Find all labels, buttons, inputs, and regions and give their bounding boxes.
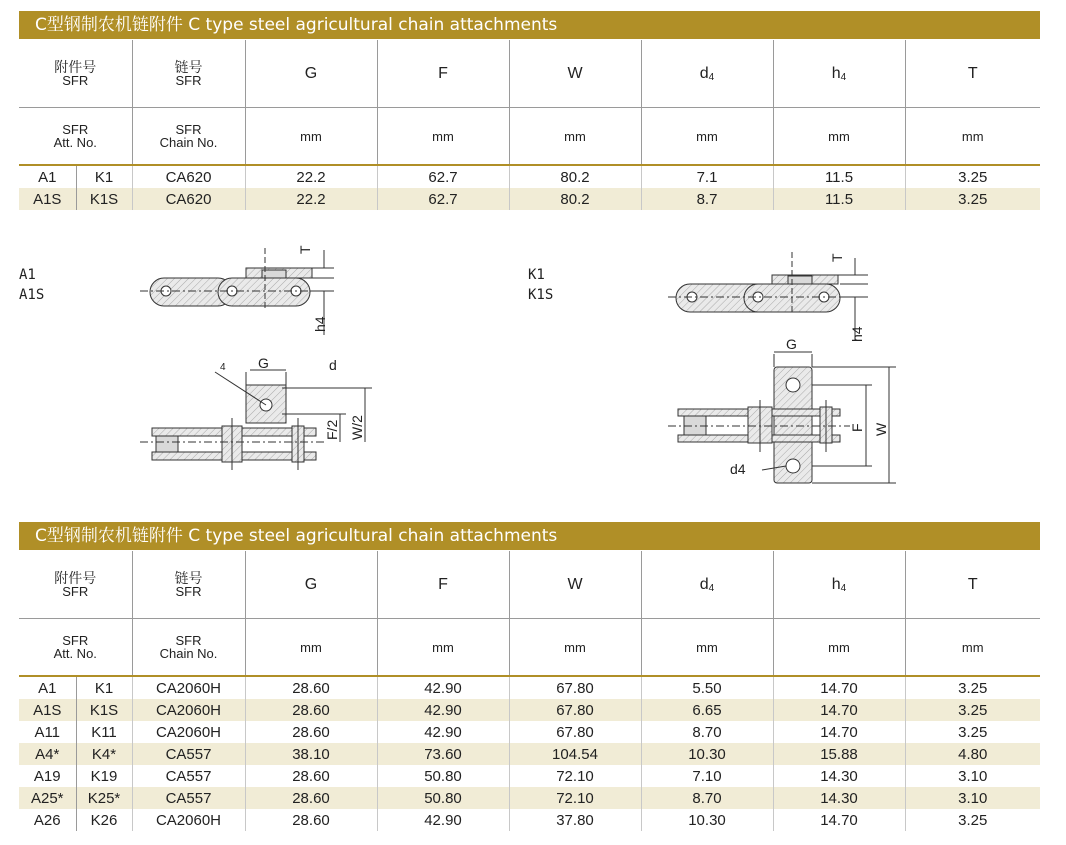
table-cell: K1 — [76, 165, 132, 188]
table-cell: CA2060H — [132, 721, 245, 743]
table-row — [19, 699, 1040, 721]
table-cell: 15.88 — [773, 743, 905, 765]
dim-w-right: W — [873, 422, 889, 436]
table-cell: 3.25 — [905, 188, 1040, 210]
table-cell: 67.80 — [509, 699, 641, 721]
table-cell: 3.25 — [905, 699, 1040, 721]
chain-no-subheader: SFR Chain No. — [132, 619, 245, 677]
k1-plan-view — [668, 352, 896, 483]
table-cell: 72.10 — [509, 787, 641, 809]
chain-no-header: 链号 SFR — [132, 40, 245, 108]
label-k1s: K1S — [528, 287, 554, 303]
col-w-header: W — [509, 40, 641, 108]
table-cell: 80.2 — [509, 188, 641, 210]
table-cell: 28.60 — [245, 787, 377, 809]
table-cell: A1S — [19, 188, 76, 210]
unit-w: mm — [509, 108, 641, 166]
dim-w2-left: W/2 — [349, 415, 365, 440]
table-cell: 67.80 — [509, 721, 641, 743]
dim-t-left: T — [297, 245, 313, 254]
dim-h4-left: h4 — [312, 316, 328, 332]
table-cell: 104.54 — [509, 743, 641, 765]
table-cell: CA557 — [132, 743, 245, 765]
col-f-header: F — [377, 551, 509, 619]
unit-t: mm — [905, 108, 1040, 166]
table-cell: 7.10 — [641, 765, 773, 787]
col-w-header: W — [509, 551, 641, 619]
table-cell: 28.60 — [245, 676, 377, 699]
table-cell: 10.30 — [641, 743, 773, 765]
table-cell: 50.80 — [377, 765, 509, 787]
table-cell: 8.7 — [641, 188, 773, 210]
unit-h4: mm — [773, 108, 905, 166]
table-cell: K1S — [76, 699, 132, 721]
table-row — [19, 765, 1040, 787]
table-cell: A1 — [19, 676, 76, 699]
table-cell: 4.80 — [905, 743, 1040, 765]
table-row — [19, 676, 1040, 699]
table2-title: C型钢制农机链附件 C type steel agricultural chain attachments — [19, 522, 1040, 550]
unit-d4: mm — [641, 108, 773, 166]
table-cell: CA620 — [132, 165, 245, 188]
table-cell: A25* — [19, 787, 76, 809]
unit-d4: mm — [641, 619, 773, 677]
table-cell: CA2060H — [132, 699, 245, 721]
table-cell: 14.30 — [773, 765, 905, 787]
col-f-header: F — [377, 40, 509, 108]
table-cell: 8.70 — [641, 721, 773, 743]
col-d4-header: $d_4$ — [641, 40, 773, 108]
table-cell: 6.65 — [641, 699, 773, 721]
table-cell: 22.2 — [245, 165, 377, 188]
table-cell: 8.70 — [641, 787, 773, 809]
table-cell: K19 — [76, 765, 132, 787]
table-cell: 14.70 — [773, 676, 905, 699]
col-t-header: T — [905, 40, 1040, 108]
col-d4-header: $d_4$ — [641, 551, 773, 619]
col-h4-header: $h_4$ — [773, 551, 905, 619]
table-cell: 3.25 — [958, 723, 988, 741]
dim-four-left: 4 — [220, 362, 226, 373]
table-cell: A19 — [19, 765, 76, 787]
dim-d-left: d — [329, 357, 337, 373]
table-cell: K1S — [76, 188, 132, 210]
table-cell: 14.70 — [773, 809, 905, 831]
table-cell: 62.7 — [377, 188, 509, 210]
label-a1: A1 — [19, 267, 36, 283]
dim-g-right: G — [786, 336, 797, 352]
dim-f-right: F — [849, 423, 865, 432]
table-cell: 62.7 — [377, 165, 509, 188]
table-cell: 42.90 — [377, 676, 509, 699]
table-cell: CA620 — [132, 188, 245, 210]
table-cell: 42.90 — [377, 699, 509, 721]
table-cell: K11 — [76, 721, 132, 743]
unit-g: mm — [245, 619, 377, 677]
unit-t: mm — [905, 619, 1040, 677]
att-no-subheader: SFR Att. No. — [19, 619, 132, 677]
att-no-header: 附件号 SFR — [19, 40, 132, 108]
att-no-subheader: SFR Att. No. — [19, 108, 132, 166]
table-row — [19, 721, 1040, 743]
dim-h4-right: h4 — [849, 326, 865, 342]
table-cell: 3.10 — [958, 767, 988, 785]
unit-w: mm — [509, 619, 641, 677]
table2 — [19, 551, 1040, 831]
chain-no-header: 链号 SFR — [132, 551, 245, 619]
table-cell: A4* — [19, 743, 76, 765]
att-no-header: 附件号 SFR — [19, 551, 132, 619]
table-cell: 3.25 — [958, 811, 988, 829]
table-cell: 10.30 — [641, 809, 773, 831]
table-cell: CA557 — [132, 765, 245, 787]
table-cell: 22.2 — [245, 188, 377, 210]
table-cell: 28.60 — [245, 809, 377, 831]
table-cell: 28.60 — [245, 721, 377, 743]
col-t-header: T — [905, 551, 1040, 619]
label-a1s: A1S — [19, 287, 45, 303]
table-cell: 14.70 — [773, 699, 905, 721]
table-cell: A1S — [19, 699, 76, 721]
unit-f: mm — [377, 108, 509, 166]
table-cell: CA2060H — [132, 676, 245, 699]
table-cell: CA557 — [132, 787, 245, 809]
col-g-header: G — [245, 40, 377, 108]
dim-g-left: G — [258, 355, 269, 371]
dim-t-right: T — [829, 253, 845, 262]
table-cell: 67.80 — [509, 676, 641, 699]
table-cell: 28.60 — [245, 765, 377, 787]
col-h4-header: $h_4$ — [773, 40, 905, 108]
k1-side-view — [668, 252, 868, 340]
table-cell: 72.10 — [509, 765, 641, 787]
table-cell: 11.5 — [773, 165, 905, 188]
chain-no-subheader: SFR Chain No. — [132, 108, 245, 166]
table-row — [19, 743, 1040, 765]
table-cell: 11.5 — [773, 188, 905, 210]
table-cell: A11 — [19, 721, 76, 743]
table-row — [19, 787, 1040, 809]
label-k1: K1 — [528, 267, 545, 283]
table-cell: K4* — [76, 743, 132, 765]
col-g-header: G — [245, 551, 377, 619]
unit-f: mm — [377, 619, 509, 677]
table-cell: 73.60 — [377, 743, 509, 765]
unit-h4: mm — [773, 619, 905, 677]
table-cell: K26 — [76, 809, 132, 831]
table-cell: K25* — [76, 787, 132, 809]
unit-g: mm — [245, 108, 377, 166]
table-cell: 14.30 — [773, 787, 905, 809]
table-cell: CA2060H — [132, 809, 245, 831]
table-row — [19, 809, 1040, 831]
table-cell: 50.80 — [377, 787, 509, 809]
table-cell: 3.25 — [958, 679, 988, 697]
dim-d4-right: d4 — [730, 461, 746, 477]
table-cell: 3.10 — [905, 787, 1040, 809]
a1-side-view — [140, 248, 334, 335]
table-cell: 3.25 — [958, 168, 988, 186]
table-cell: 37.80 — [509, 809, 641, 831]
dim-f2-left: F/2 — [324, 419, 340, 440]
table-cell: 80.2 — [509, 165, 641, 188]
table-cell: 42.90 — [377, 721, 509, 743]
table-cell: A26 — [19, 809, 76, 831]
table-cell: A1 — [19, 165, 76, 188]
table-cell: 28.60 — [245, 699, 377, 721]
table-cell: 38.10 — [245, 743, 377, 765]
table-cell: 5.50 — [641, 676, 773, 699]
table-cell: 7.1 — [641, 165, 773, 188]
table1-title: C型钢制农机链附件 C type steel agricultural chain attachments — [19, 11, 1040, 39]
table-cell: 14.70 — [773, 721, 905, 743]
table-cell: 42.90 — [377, 809, 509, 831]
table-cell: K1 — [76, 676, 132, 699]
